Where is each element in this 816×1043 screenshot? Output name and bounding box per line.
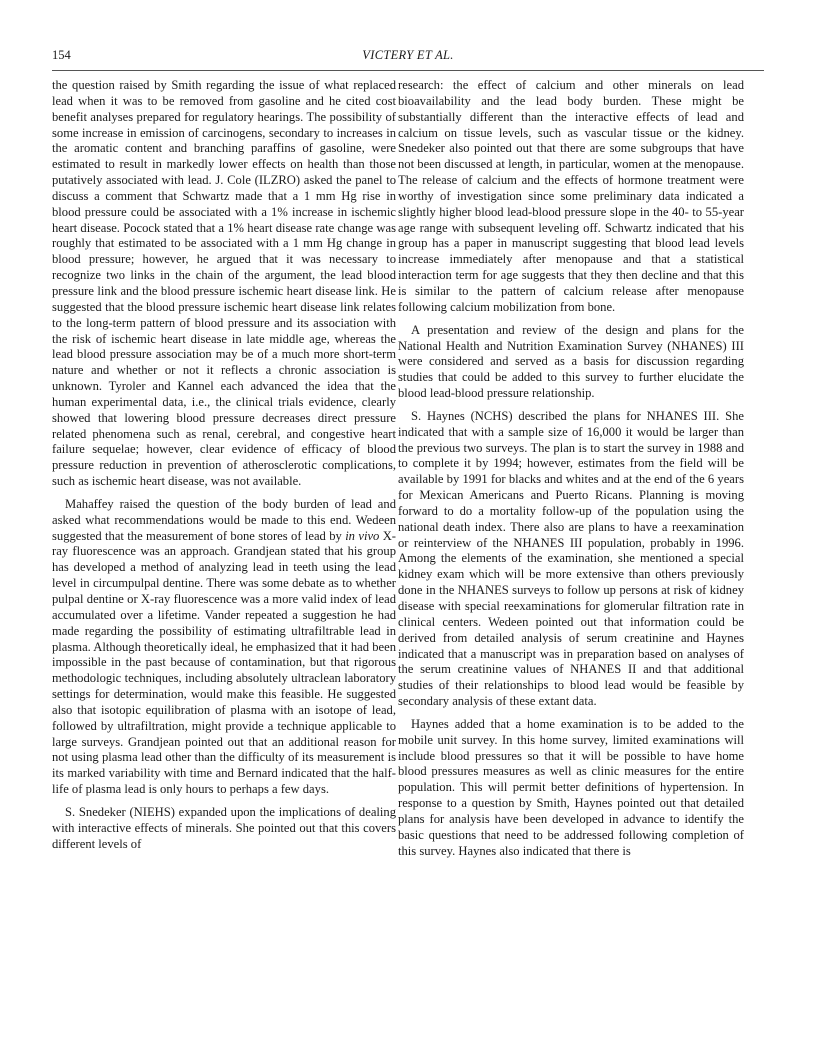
- paragraph-haynes-plans: S. Haynes (NCHS) described the plans for NHANES III. She indicated that with a sample size of 16,000 it would be larger than the previous two surveys. The plan is to start the survey in 1988 and to complete it by 1994; however, estimates from the field will be available by 1991 for blacks and whites and at the end of the 6 years for Mexican Americans and Puerto Ricans. Planning is moving forward to do a mortality follow-up of the population using the national death index. There also are plans to have a reexamination or reinterview of the NHANES III population, probably in 1996. Among the elements of the examination, she mentioned a special kidney exam which will be more extensive than others previously done in the NHANES surveys to follow up persons at risk of kidney disease with special reexaminations for glomerular filtration rate in clinical centers. Wedeen pointed out that information could be derived from detailed analysis of serum creatinine and Haynes indicated that a manuscript was in preparation based on analyses of the serum creatinine values of NHANES II and that additional studies of their relationships to blood lead would be feasible by secondary analysis of these extant data.: [398, 408, 744, 709]
- paragraph-home-exam: Haynes added that a home examination is to be added to the mobile unit survey. In this home survey, limited examinations will include blood pressures so that it will be possible to have home blood pressures measures as well as clinic measures for the entire population. This will permit better definitions of hypertension. In response to a question by Smith, Haynes pointed out that detailed plans for analysis have been developed in advance to identify the basic questions that need to be addressed following completion of this survey. Haynes also indicated that there is: [398, 716, 744, 858]
- paragraph-body-burden: [52, 497, 396, 798]
- paragraph-text: X-ray fluorescence was an approach. Grandjean stated that his group has developed a method of analyzing lead in teeth using the lead level in circumpulpal dentine. There was some debate as to whether pulpal dentine or X-ray fluorescence was a more valid index of lead accumulated over a lifetime. Vander repeated a suggestion he had made regarding the possibility of estimating ultrafiltrable lead in plasma. Although theoretically ideal, he emphasized that it had been impossible in the past because of contamination, but that rigorous methodologic techniques, including absolutely ultraclean laboratory settings for determination, would make this feasible. He suggested also that isotopic equilibration of plasma with an isotope of lead, followed by ultrafiltration, might provide a technique applicable to large surveys. Grandjean pointed out that an additional reason for not using plasma lead other than the difficulty of its measurement is its marked variability with time and Bernard indicated that the half-life of plasma lead is only hours to perhaps a few days.: [52, 528, 397, 797]
- paragraph-text: Mahaffey raised the question of the body burden of lead and asked what recommendations would be made to this end. Wedeen suggested that the measurement of bone stores of lead by: [52, 496, 396, 543]
- running-head: VICTERY ET AL.: [362, 48, 454, 62]
- paragraph-continued: the question raised by Smith regarding the issue of what replaced lead when it was to be removed from gasoline and he cited cost benefit analyses prepared for regulatory hearings. The possibility of some increase in emission of carcinogens, secondary to increases in the aromatic content and branching paraffins of gasoline, were estimated to result in markedly lower effects on health than those putatively associated with lead. J. Cole (ILZRO) asked the panel to discuss a comment that Schwartz made that a 1 mm Hg rise in blood pressure could be associated with a 1% increase in ischemic heart disease. Pocock stated that a 1% heart disease rate change was roughly that estimated to be associated with a 1 mm Hg change in blood pressure; however, he argued that it was necessary to recognize two links in the chain of the argument, the lead blood pressure link and the blood pressure ischemic heart disease link. He suggested that the blood pressure ischemic heart disease link relates to the long-term pattern of blood pressure and its association with the risk of ischemic heart disease in late middle age, whereas the lead blood pressure association may be of a much more short-term nature and whether or not it reflects a chronic association is unknown. Tyroler and Kannel each advanced the idea that the human experimental data, i.e., the clinical trials evidence, clearly showed that lowering blood pressure decreases direct pressure related phenomena such as renal, cerebral, and congestive heart failure sequelae; however, clear evidence of efficacy of blood pressure reduction in prevention of atherosclerotic complications, such as ischemic heart disease, was not available.: [52, 78, 396, 489]
- paragraph-nhanes-intro: A presentation and review of the design and plans for the National Health and Nutrition Examination Survey (NHANES) III were considered and served as a basis for discussion regarding studies that could be added to this survey to further elucidate the blood lead-blood pressure relationship.: [398, 322, 744, 401]
- paragraph-continued: research: the effect of calcium and other minerals on lead bioavailability and the lead body burden. These might be substantially different than the interactive effects of lead and calcium on tissue levels, such as vascular tissue or the kidney. Snedeker also pointed out that there are some subgroups that have not been discussed at length, in particular, women at the menopause. The release of calcium and the effects of hormone treatment were worthy of investigation since some preliminary data indicated a slightly higher blood lead-blood pressure slope in the 40- to 55-year age range with subsequent leveling off. Schwartz indicated that his group has a paper in manuscript suggesting that blood lead levels increase immediately after menopause and that a statistical interaction term for age suggests that they then decline and that this is similar to the pattern of calcium release after menopause following calcium mobilization from bone.: [398, 78, 744, 314]
- paragraph-snedeker: S. Snedeker (NIEHS) expanded upon the implications of dealing with interactive effects of minerals. She pointed out that this covers different levels of: [52, 804, 396, 851]
- left-column: [52, 78, 396, 853]
- page-header: [52, 48, 764, 68]
- right-column: [398, 78, 744, 860]
- header-rule: [52, 70, 764, 71]
- page-number: 154: [52, 48, 71, 62]
- italic-term: in vivo: [345, 528, 380, 543]
